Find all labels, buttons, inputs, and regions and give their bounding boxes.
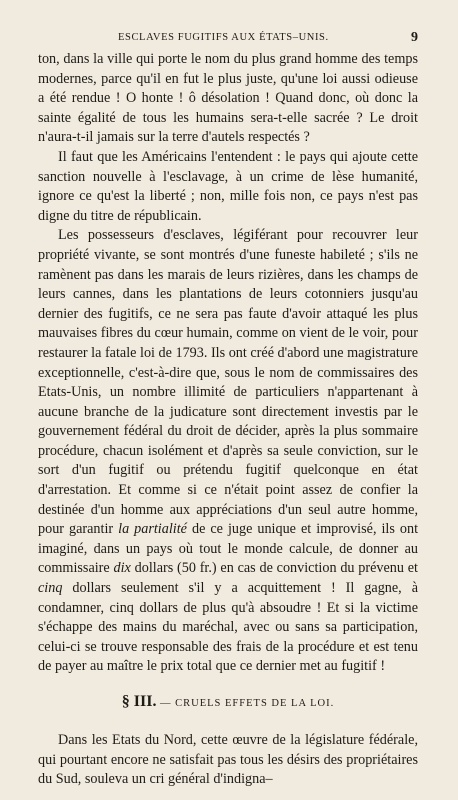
page-number: 9 (411, 30, 418, 45)
paragraph-text: Les possesseurs d'esclaves, légiférant pour recouvrer leur propriété vivante, se sont montrés d'une funeste habileté ; s'ils ne ramènent pas dans les marais de leurs rizières, dans les champs de leurs cannes, dans les plantations de leurs cotonniers jusqu'au dernier des fugitifs, ce ne sera pas faute d'avoir attaqué les plus mauvaises fibres du cœur humain, comme on vient de le voir, pour restaurer la fatale loi de 1793. Ils ont créé d'abord une magistrature exceptionnelle, c'est-à-dire que, sous le nom de commissaires des Etats-Unis, un nombre illimité de particuliers n'appartenant à aucune branche de la judicature sont directement investis par le gouvernement fédéral du droit de décider, après la plus sommaire procédure, chacun isolément et d'après sa seule conviction, sur le sort d'un fugitif ou prétendu fugitif quelconque en état d'arrestation. Et comme si ce n'était point assez de confier la destinée d'un homme aux appréciations d'un seul autre homme, pour garantir (38, 227, 418, 538)
paragraph-text: dollars seulement s'il y a acquittement ! Il gagne, à condamner, cinq dollars de plus qu'à absoudre ! Et si la victime s'échappe des mains du maréchal, avec ou sans sa participation, celui-ci se trouve responsable des frais de la procédure et est tenu de payer au maître le prix total que ce dernier met au fugitif ! (38, 580, 418, 675)
page-header (38, 32, 418, 48)
paragraph-continuation: ton, dans la ville qui porte le nom du plus grand homme des temps modernes, parce qu'il en fut le plus juste, qu'une loi aussi odieuse a été rendue ! O honte ! ô désolation ! Quand donc, où donc la sainte égalité de tous les humains sera-t-elle sacrée ? Le droit n'aura-t-il jamais sur la terre d'autels respectés ? (38, 51, 418, 146)
paragraph-text: dollars (50 fr.) en cas de conviction du prévenu et (134, 560, 418, 577)
paragraph-americans: Il faut que les Américains l'entendent : le pays qui ajoute cette sanction nouvelle à l'esclavage, à un crime de lèse humanité, ignore ce qu'est la liberté ; non, mille fois non, ce pays n'est pas digne du titre de républicain. (38, 148, 418, 224)
body-text (38, 50, 418, 790)
section-number: § III. (121, 693, 157, 710)
paragraph-text: de ce juge unique et improvisé, ils ont imaginé, dans un pays où tout le monde calcule, de donner au commissaire (38, 521, 419, 577)
section-heading (38, 691, 418, 715)
emphasis-cinq: cinq (38, 580, 63, 597)
emphasis-partialite: la partialité (118, 521, 187, 538)
running-title: ESCLAVES FUGITIFS AUX ÉTATS–UNIS. (118, 32, 329, 43)
section-title: — CRUELS EFFETS DE LA LOI. (160, 698, 335, 709)
paragraph-slaveholders (38, 226, 418, 677)
emphasis-dix: dix (113, 560, 131, 577)
paragraph-north: Dans les Etats du Nord, cette œuvre de la législature fédérale, qui pourtant encore ne satisfait pas tous les désirs des propriétaires du Sud, souleva un cri général d'indigna– (38, 732, 418, 788)
